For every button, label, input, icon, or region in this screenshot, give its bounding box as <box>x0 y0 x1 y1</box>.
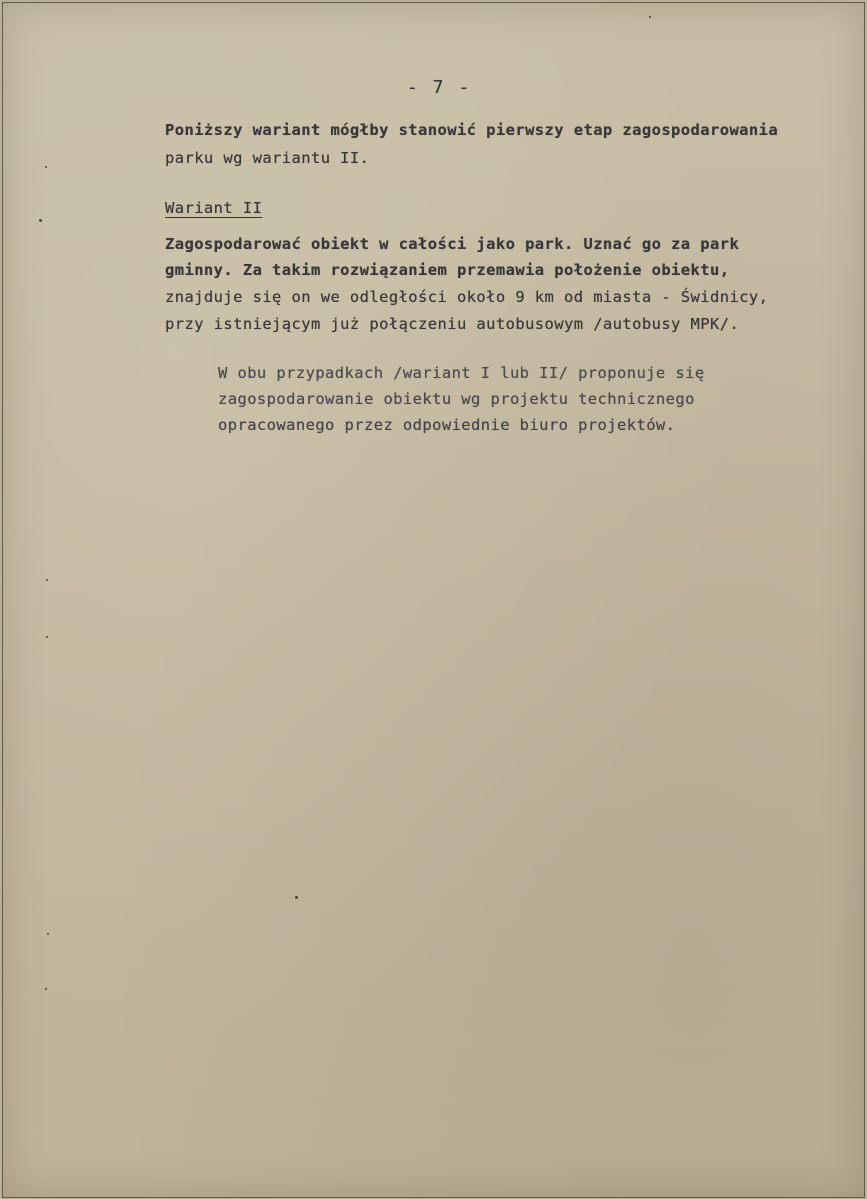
paragraph-3-line-2: zagospodarowanie obiektu wg projektu technicznego <box>218 390 695 408</box>
paper-speck <box>46 579 48 581</box>
paper-speck <box>46 636 48 638</box>
paper-speck <box>47 933 49 935</box>
section-heading: Wariant II <box>165 199 263 217</box>
paper-speck <box>649 16 651 18</box>
paper-speck <box>295 896 298 899</box>
paper-speck <box>45 166 47 168</box>
paragraph-1-line-1: Poniższy wariant mógłby stanowić pierwszy etap zagospodarowania <box>165 121 779 139</box>
paragraph-2-line-2: gminny. Za takim rozwiązaniem przemawia położenie obiektu, <box>165 261 730 279</box>
paragraph-3-line-1: W obu przypadkach /wariant I lub II/ proponuje się <box>218 364 705 382</box>
paragraph-2-line-1: Zagospodarować obiekt w całości jako park. Uznać go za park <box>165 235 740 253</box>
typed-page <box>2 2 865 1198</box>
paper-speck <box>45 988 47 990</box>
paragraph-2-line-3: znajduje się on we odległości około 9 km od miasta - Świdnicy, <box>165 288 769 306</box>
paragraph-3-line-3: opracowanego przez odpowiednie biuro projektów. <box>218 416 676 434</box>
paragraph-2-line-4: przy istniejącym już połączeniu autobusowym /autobusy MPK/. <box>165 315 740 333</box>
paper-speck <box>39 219 42 222</box>
paragraph-1-line-2: parku wg wariantu II. <box>165 149 370 167</box>
page-number: - 7 - <box>407 77 472 98</box>
